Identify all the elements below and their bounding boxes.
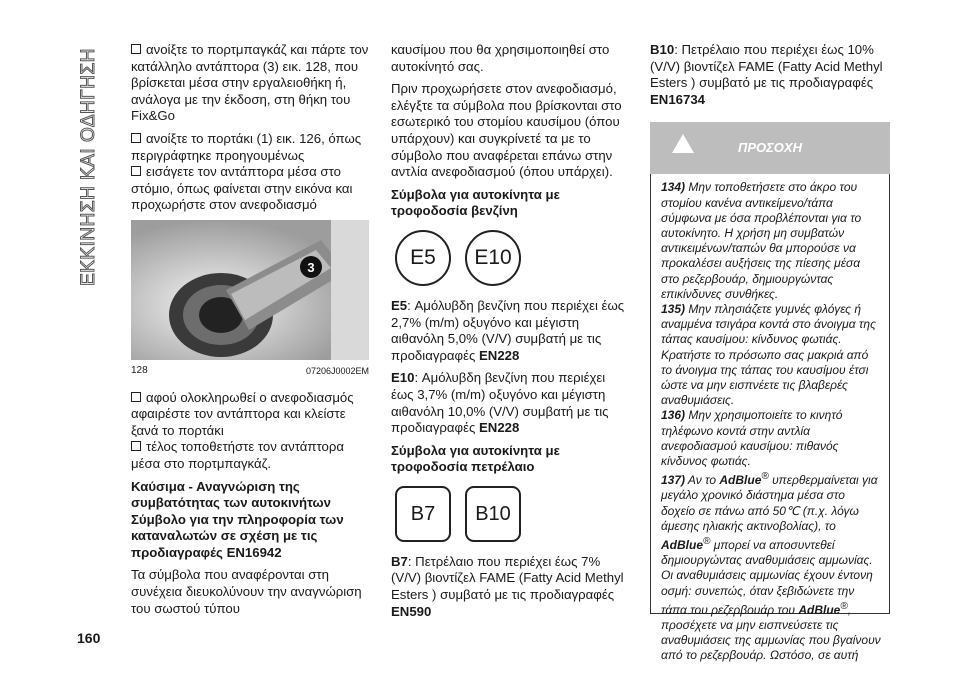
warning-item: 137) Αν το AdBlue® υπερθερμαίνεται για μεγάλο χρονικό διάστημα μέσα στο δοχείο σε πάνω από 50℃ (π.χ. λόγω άμεσης ηλιακής ακτινοβολίας), το AdBlue® μπορεί να αποσυντεθεί δημιουργώντας αναθυμιάσεις αμμωνίας. Οι αναθυμιάσεις αμμωνίας έχουν έντονη οσμή: συνεπώς, όταν ξεβιδώνετε την τάπα του ρεζερβουάρ του AdBlue®, προσέχετε να μην εισπνεύσετε τις αναθυμιάσεις της αμμωνίας που βγαίνουν από το ρεζερβουάρ. Ωστόσο, σε αυτή: [661, 471, 881, 663]
warning-header: [650, 122, 890, 174]
e5-symbol: E5: [395, 230, 451, 286]
warning-item: 135) Μην πλησιάζετε γυμνές φλόγες ή αναμμένα τσιγάρα κοντά στο άνοιγμα της τάπας καυσίμου: κίνδυνος φωτιάς. Κρατήστε το πρόσωπο σας μακριά από το άνοιγμα της τάπας του καυσίμου έτσι ώστε να μην εισπνέετε τις βλαβερές αναθυμιάσεις.: [661, 302, 876, 408]
page-number: 160: [77, 630, 101, 646]
paragraph: E10: Αμόλυβδη βενζίνη που περιέχει έως 3,7% (m/m) οξυγόνο και μέγιστη αιθανόλη 10,0% (V/V) συμβατή με τις προδιαγραφές EN228: [391, 370, 609, 436]
paragraph: B10: Πετρέλαιο που περιέχει έως 10% (V/V) βιοντίζελ FAME (Fatty Acid Methyl Esters ) συμβατό με τις προδιαγραφές EN16734: [650, 42, 883, 107]
e10-symbol: E10: [465, 230, 521, 286]
checkbox-bullet-icon: [131, 44, 141, 54]
checkbox-bullet-icon: [131, 166, 141, 176]
warning-item: 134) Μην τοποθετήσετε στο άκρο του στομίου κανένα αντικείμενο/τάπα σύμφωνα με όσα προβλέπονται για το αυτοκίνητο. Η χρήση μη συμβατών αντικειμένων/ταπών θα μπορούσε να προκαλέσει αυξήσεις της πίεσης μέσα στο ρεζερβουάρ, δημιουργώντας επικίνδυνες συνθήκες.: [661, 180, 862, 301]
section-heading: Σύμβολα για αυτοκίνητα με τροφοδοσία πετρέλαιο: [391, 442, 560, 475]
section-title: ΕΚΚΙΝΗΣΗ ΚΑΙ ΟΔΗΓΗΣΗ: [78, 48, 99, 286]
diesel-symbols: [395, 486, 631, 542]
warning-item: 136) Μην χρησιμοποιείτε το κινητό τηλέφωνο κοντά στην αντλία ανεφοδιασμού καυσίμου: πιθανός κίνδυνος φωτιάς.: [661, 408, 843, 469]
warning-box: [650, 174, 890, 663]
figure-caption: [131, 363, 369, 380]
paragraph: Πριν προχωρήσετε στον ανεφοδιασμό, ελέγξτε τα σύμβολα που βρίσκονται στο εσωτερικό του στομίου καυσίμου (όπου υπάρχουν) και συγκρίνετέ τα με το σύμβολο που αναφέρεται επάνω στην αντλία ανεφοδιασμού (όπου υπάρχει).: [391, 81, 622, 180]
paragraph: καυσίμου που θα χρησιμοποιηθεί στο αυτοκίνητό σας.: [391, 42, 610, 74]
list-item: αφού ολοκληρωθεί ο ανεφοδιασμός αφαιρέστε τον αντάπτορα και κλείστε ξανά το πορτάκι: [131, 389, 354, 438]
list-item: εισάγετε τον αντάπτορα μέσα στο στόμιο, όπως φαίνεται στην εικόνα και προχωρήστε στον ανεφοδιασμό: [131, 164, 353, 213]
paragraph: Τα σύμβολα που αναφέρονται στη συνέχεια διευκολύνουν την αναγνώριση του σωστού τύπου: [131, 567, 362, 616]
b10-symbol: B10: [465, 486, 521, 542]
column-3: [650, 42, 890, 663]
section-heading: Καύσιμα - Αναγνώριση της συμβατότητας των αυτοκινήτων Σύμβολο για την πληροφορία των καταναλωτών σε σχέση με τις προδιαγραφές EN16942: [131, 478, 344, 560]
warning-title: ΠΡΟΣΟΧΗ: [738, 140, 802, 156]
figure-code: 07206J0002EM: [305, 365, 369, 376]
paragraph: B7: Πετρέλαιο που περιέχει έως 7% (V/V) βιοντίζελ FAME (Fatty Acid Methyl Esters ) συμβατό με τις προδιαγραφές EN590: [391, 553, 624, 619]
petrol-symbols: [395, 230, 631, 286]
checkbox-bullet-icon: [131, 392, 141, 402]
checkbox-bullet-icon: [131, 441, 141, 451]
fuel-filler-adapter-illustration: [131, 220, 369, 360]
section-heading: Σύμβολα για αυτοκίνητα με τροφοδοσία βενζίνη: [391, 186, 560, 219]
b7-symbol: B7: [395, 486, 451, 542]
figure-number: 128: [131, 364, 148, 376]
column-1: [131, 42, 371, 623]
figure-128-photo: [131, 220, 369, 360]
callout-number: 3: [307, 259, 315, 275]
list-item: τέλος τοποθετήστε τον αντάπτορα μέσα στο πορτμπαγκάζ.: [131, 439, 344, 471]
paragraph: E5: Αμόλυβδη βενζίνη που περιέχει έως 2,7% (m/m) οξυγόνο και μέγιστη αιθανόλη 5,0% (V/V) συμβατή με τις προδιαγραφές EN228: [391, 297, 625, 363]
checkbox-bullet-icon: [131, 133, 141, 143]
list-item: ανοίξτε το πορτάκι (1) εικ. 126, όπως περιγράφτηκε προηγουμένως: [131, 130, 362, 163]
list-item: ανοίξτε το πορτμπαγκάζ και πάρτε τον κατάλληλο αντάπτορα (3) εικ. 128, που βρίσκεται μέσα στην εργαλειοθήκη ή, ανάλογα με την έκδοση, στη θήκη του Fix&Go: [131, 42, 369, 124]
column-2: [391, 42, 631, 626]
section-side-tab: [74, 22, 104, 312]
